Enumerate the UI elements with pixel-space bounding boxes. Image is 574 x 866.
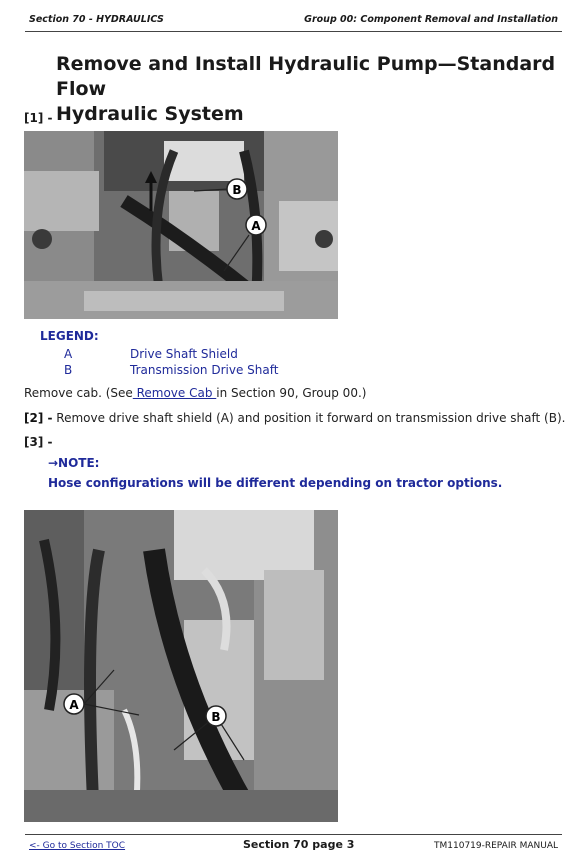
figure-2-photo: [24, 510, 338, 822]
remove-cab-paragraph: [24, 386, 366, 400]
section-header: Section 70 - HYDRAULICS: [29, 14, 164, 25]
figure-2-illustration: [24, 510, 338, 822]
note-heading: →NOTE:: [48, 456, 100, 470]
callout-a-label: A: [251, 219, 261, 233]
remove-cab-link[interactable]: Remove Cab: [132, 386, 217, 400]
page-title: [56, 52, 566, 127]
page-number: Section 70 page 3: [243, 838, 355, 851]
section-toc-link[interactable]: <- Go to Section TOC: [29, 841, 126, 851]
legend-title: LEGEND:: [40, 329, 99, 343]
callout-b-label: B: [232, 183, 242, 197]
figure-1-photo: [24, 131, 338, 319]
remove-cab-suffix: in Section 90, Group 00.): [216, 386, 367, 400]
header-divider: [25, 31, 562, 32]
legend-label-b: Transmission Drive Shaft: [130, 363, 279, 377]
remove-cab-prefix: Remove cab. (See: [24, 386, 133, 400]
footer-divider: [25, 834, 562, 835]
step-1-label: [1] -: [24, 111, 53, 125]
callout-b2-label: B: [211, 710, 221, 724]
step-2-paragraph: [24, 411, 565, 425]
figure-1-illustration: [24, 131, 338, 319]
step-2-label: [2] -: [24, 411, 53, 425]
title-line-1: Remove and Install Hydraulic Pump—Standard Flow: [56, 53, 556, 100]
callout-a2-label: A: [69, 698, 79, 712]
manual-id: TM110719-REPAIR MANUAL: [434, 841, 558, 851]
legend-label-a: Drive Shaft Shield: [130, 347, 238, 361]
legend-key-a: A: [64, 347, 73, 361]
step-2-text: Remove drive shaft shield (A) and position it forward on transmission drive shaft (B).: [52, 411, 566, 425]
title-line-2: Hydraulic System: [56, 103, 244, 125]
note-text: Hose configurations will be different depending on tractor options.: [48, 476, 503, 490]
step-3-label: [3] -: [24, 435, 53, 449]
legend-key-b: B: [64, 363, 73, 377]
group-header: Group 00: Component Removal and Installation: [304, 14, 558, 25]
